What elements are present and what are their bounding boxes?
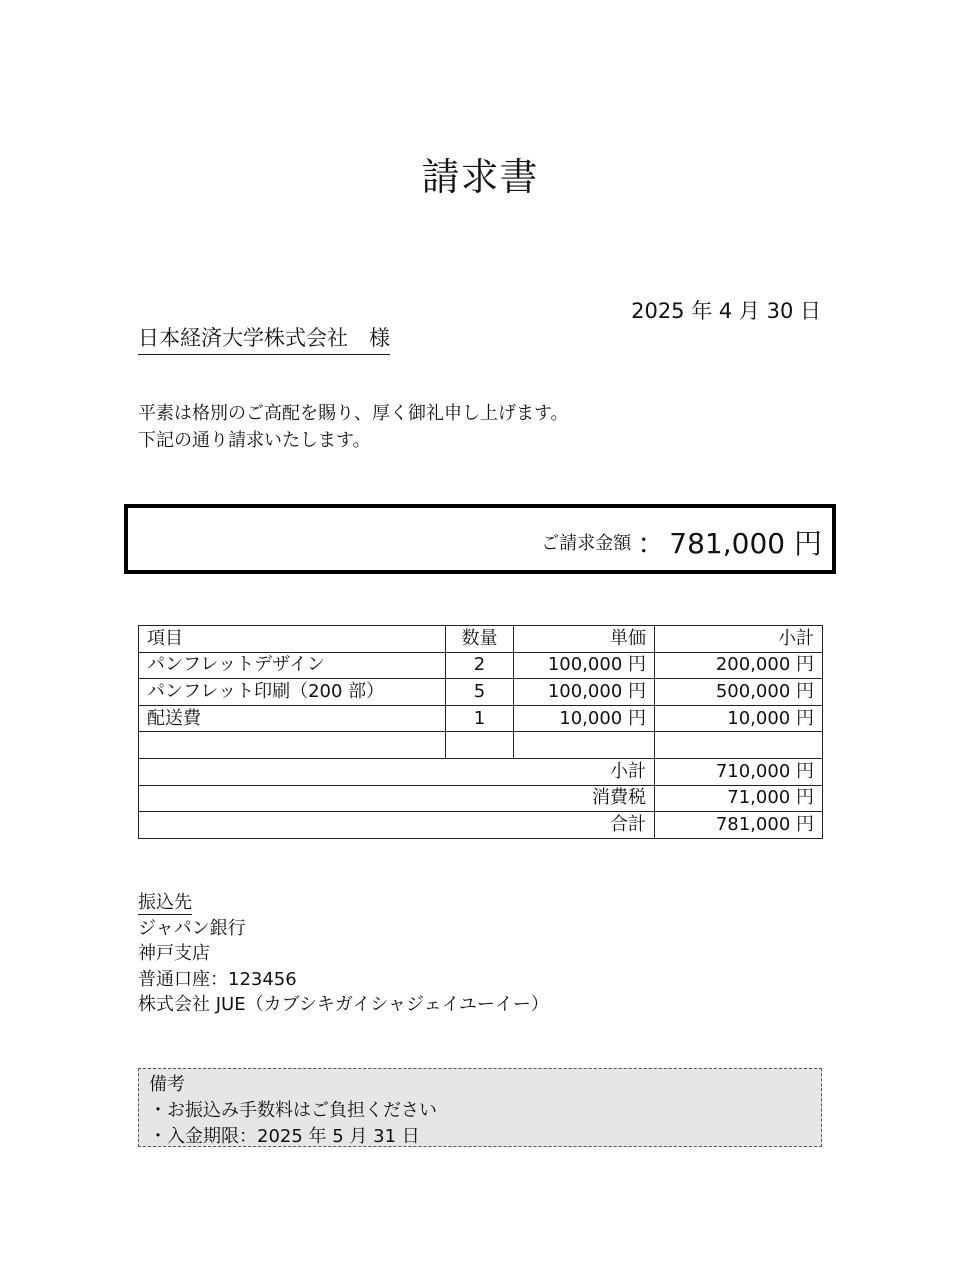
column-header-subtotal: 小計 xyxy=(655,626,823,653)
bank-line: 普通口座：123456 xyxy=(138,968,297,990)
item-unit-price: 10,000 円 xyxy=(514,705,655,732)
empty-cell xyxy=(139,732,446,759)
empty-cell xyxy=(446,732,514,759)
bank-transfer-info xyxy=(138,890,549,1018)
item-qty: 5 xyxy=(446,679,514,706)
column-header-qty: 数量 xyxy=(446,626,514,653)
document-title: 請求書 xyxy=(421,155,539,199)
billing-amount-colon: ： xyxy=(637,527,666,560)
item-qty: 2 xyxy=(446,652,514,679)
bank-line: ジャパン銀行 xyxy=(138,917,246,939)
subtotal-label: 小計 xyxy=(139,758,655,785)
remarks-heading: 備考 xyxy=(149,1074,185,1095)
item-name: 配送費 xyxy=(139,705,446,732)
tax-value: 71,000 円 xyxy=(655,785,823,812)
total-row xyxy=(139,812,823,839)
item-subtotal: 200,000 円 xyxy=(655,652,823,679)
greeting-line: 平素は格別のご高配を賜り、厚く御礼申し上げます。 xyxy=(138,403,569,424)
invoice-items-table xyxy=(138,625,823,839)
bank-line: 株式会社 JUE（カブシキガイシャジェイユーイー） xyxy=(138,994,549,1015)
bank-heading: 振込先 xyxy=(138,892,192,913)
item-name: パンフレットデザイン xyxy=(139,652,446,679)
invoice-date: 2025 年 4 月 30 日 xyxy=(631,299,821,323)
billing-amount-label: ご請求金額 xyxy=(541,533,632,554)
table-row xyxy=(139,679,823,706)
table-row xyxy=(139,652,823,679)
bank-line: 神戸支店 xyxy=(138,943,210,964)
greeting-text xyxy=(138,400,569,454)
total-label: 合計 xyxy=(139,812,655,839)
tax-row xyxy=(139,785,823,812)
remarks-line: ・お振込み手数料はご負担ください xyxy=(149,1100,437,1121)
item-name: パンフレット印刷（200 部） xyxy=(139,679,446,706)
billing-amount-box xyxy=(124,504,836,574)
subtotal-row xyxy=(139,758,823,785)
item-subtotal: 10,000 円 xyxy=(655,705,823,732)
table-header-row xyxy=(139,626,823,653)
billing-amount xyxy=(541,522,822,562)
empty-cell xyxy=(514,732,655,759)
total-value: 781,000 円 xyxy=(655,812,823,839)
item-qty: 1 xyxy=(446,705,514,732)
table-row xyxy=(139,705,823,732)
remarks-box xyxy=(138,1068,822,1147)
billing-amount-value: 781,000 円 xyxy=(669,527,822,560)
remarks-line: ・入金期限：2025 年 5 月 31 日 xyxy=(149,1126,420,1147)
column-header-unit-price: 単価 xyxy=(514,626,655,653)
subtotal-value: 710,000 円 xyxy=(655,758,823,785)
tax-label: 消費税 xyxy=(139,785,655,812)
table-row-empty xyxy=(139,732,823,759)
item-unit-price: 100,000 円 xyxy=(514,679,655,706)
column-header-item: 項目 xyxy=(139,626,446,653)
item-subtotal: 500,000 円 xyxy=(655,679,823,706)
item-unit-price: 100,000 円 xyxy=(514,652,655,679)
recipient-name: 日本経済大学株式会社 様 xyxy=(138,322,390,355)
greeting-line: 下記の通り請求いたします。 xyxy=(138,430,371,451)
empty-cell xyxy=(655,732,823,759)
